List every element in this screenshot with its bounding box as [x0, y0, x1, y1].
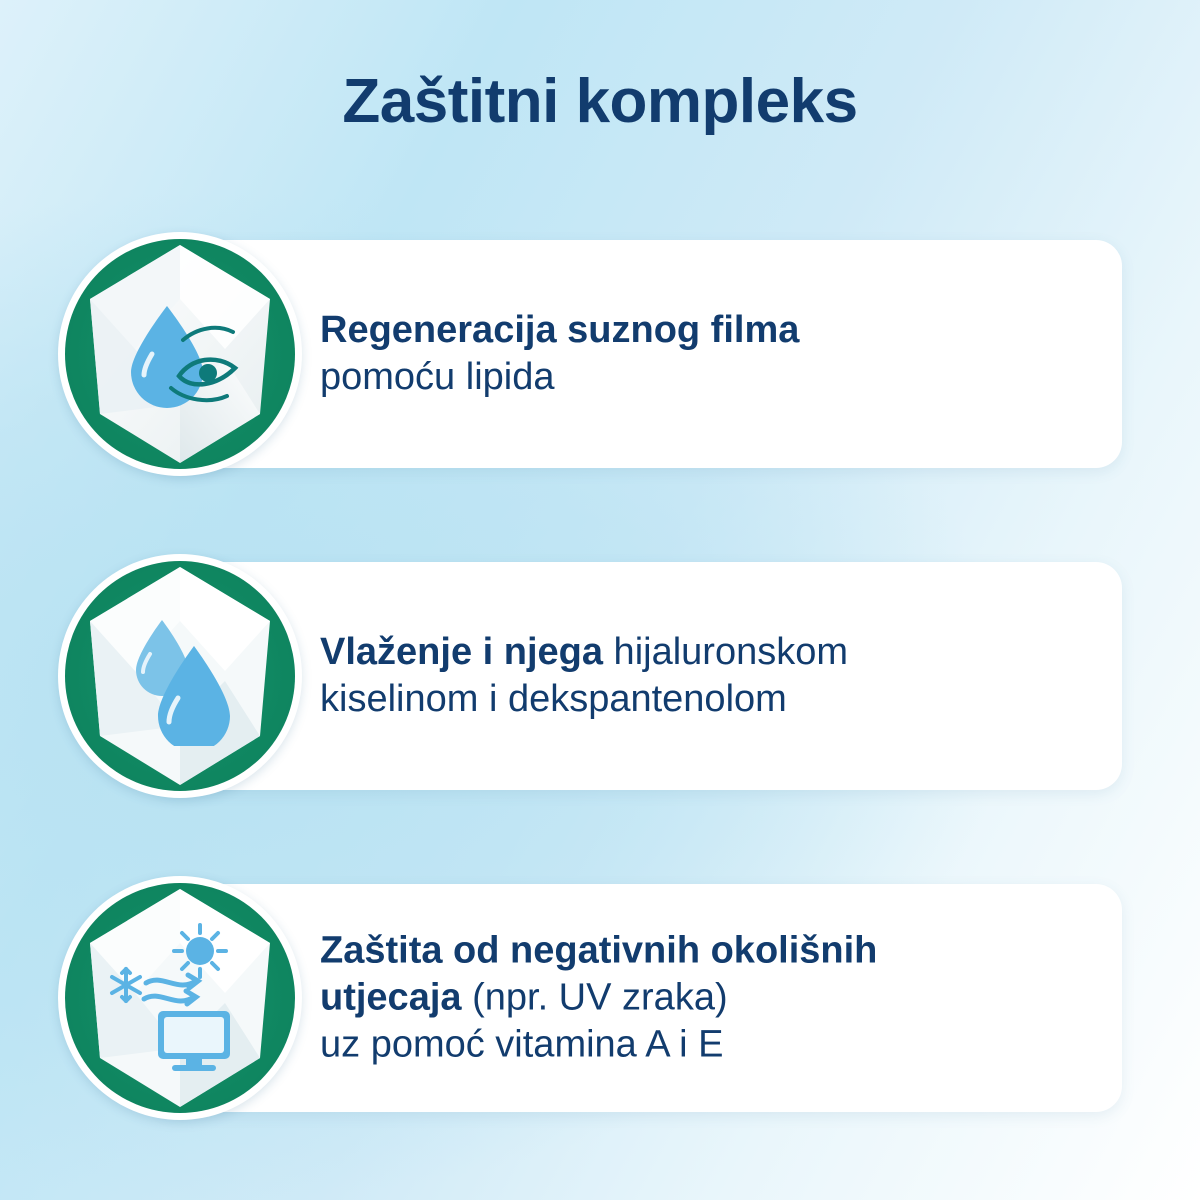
benefit-bold-text: Regeneracija suznog filma [320, 308, 800, 351]
benefit-line2: kiselinom i dekspantenolom [320, 678, 787, 720]
badge-inner [65, 883, 295, 1113]
list-item [0, 876, 1200, 1120]
benefit-badge [58, 554, 302, 798]
tear-drop-eye-icon [65, 239, 295, 469]
benefit-rest-text: hijaluronskom [603, 630, 848, 673]
benefit-line2-bold: utjecaja [320, 976, 462, 1019]
two-water-drops-icon [65, 561, 295, 791]
benefit-bold-text: Vlaženje i njega [320, 630, 603, 673]
benefit-text [320, 307, 1086, 401]
badge-inner [65, 561, 295, 791]
page-title: Zaštitni kompleks [342, 67, 858, 136]
benefit-badge [58, 876, 302, 1120]
benefit-badge [58, 232, 302, 476]
benefit-line2: (npr. UV zraka) [461, 976, 728, 1019]
list-item [0, 232, 1200, 476]
sun-snowflake-screen-icon [65, 883, 295, 1113]
badge-inner [65, 239, 295, 469]
benefit-line2: pomoću lipida [320, 356, 555, 398]
benefit-line3: uz pomoć vitamina A i E [320, 1023, 724, 1066]
benefit-bold-text: Zaštita od negativnih okolišnih [320, 929, 878, 972]
benefit-text [320, 927, 1086, 1068]
benefit-text [320, 629, 1086, 723]
list-item [0, 554, 1200, 798]
benefit-list [0, 232, 1200, 1198]
